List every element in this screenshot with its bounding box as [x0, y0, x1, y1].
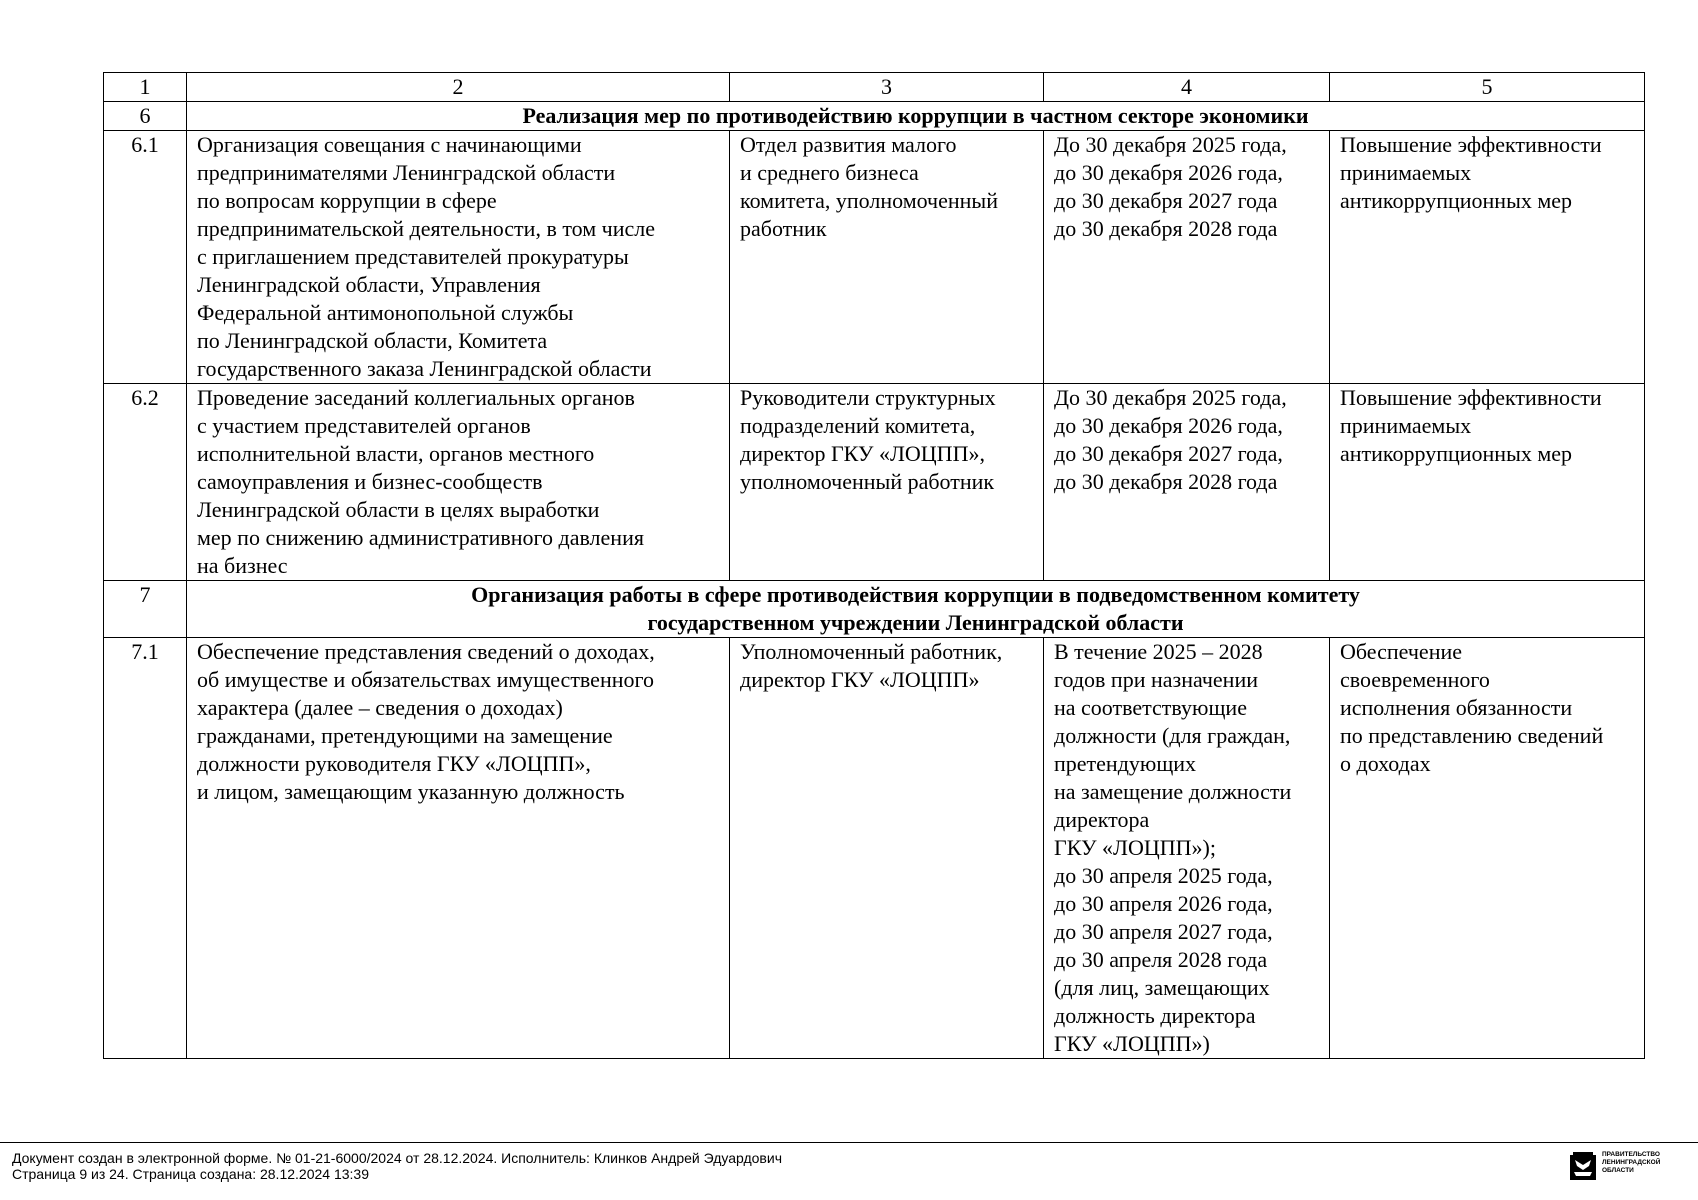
responsible-cell — [730, 384, 1044, 581]
measure-line: Проведение заседаний коллегиальных органов — [197, 385, 635, 410]
deadline-line: годов при назначении — [1054, 667, 1259, 692]
table-row — [104, 384, 1645, 581]
deadline-line: претендующих — [1054, 751, 1197, 776]
measure-line: Федеральной антимонопольной службы — [197, 300, 574, 325]
measures-table — [103, 72, 1645, 1059]
result-line: принимаемых — [1340, 160, 1472, 185]
deadline-line: ГКУ «ЛОЦПП») — [1054, 1031, 1210, 1056]
deadline-line: до 30 декабря 2027 года, — [1054, 441, 1283, 466]
measure-line: Ленинградской области, Управления — [197, 272, 541, 297]
measure-line: самоуправления и бизнес-сообществ — [197, 469, 543, 494]
row-number: 6.1 — [104, 131, 187, 384]
responsible-cell — [730, 638, 1044, 1059]
footer-document-info: Документ создан в электронной форме. № 01-21-6000/2024 от 28.12.2024. Исполнитель: Клинков Андрей Эдуардович — [12, 1150, 782, 1166]
section-title-line: Организация работы в сфере противодействия коррупции в подведомственном комитету — [471, 582, 1360, 607]
responsible-line: директор ГКУ «ЛОЦПП» — [740, 667, 980, 692]
responsible-line: комитета, уполномоченный — [740, 188, 998, 213]
table-row — [104, 131, 1645, 384]
deadline-line: до 30 апреля 2028 года — [1054, 947, 1268, 972]
deadline-line: до 30 декабря 2028 года — [1054, 469, 1278, 494]
deadline-cell — [1044, 638, 1330, 1059]
deadline-line: до 30 декабря 2027 года — [1054, 188, 1278, 213]
measure-line: с приглашением представителей прокуратуры — [197, 244, 629, 269]
measure-line: предпринимателями Ленинградской области — [197, 160, 616, 185]
deadline-line: директора — [1054, 807, 1150, 832]
footer-divider — [0, 1142, 1698, 1143]
deadline-line: должности (для граждан, — [1054, 723, 1291, 748]
responsible-line: Отдел развития малого — [740, 132, 957, 157]
coat-of-arms-icon — [1569, 1152, 1597, 1182]
deadline-line: до 30 апреля 2026 года, — [1054, 891, 1273, 916]
responsible-line: подразделений комитета, — [740, 413, 976, 438]
document-footer — [12, 1150, 782, 1182]
deadline-line: до 30 апреля 2025 года, — [1054, 863, 1273, 888]
result-line: принимаемых — [1340, 413, 1472, 438]
measure-line: предпринимательской деятельности, в том числе — [197, 216, 656, 241]
result-line: Обеспечение — [1340, 639, 1462, 664]
logo-caption-line: ПРАВИТЕЛЬСТВО — [1602, 1151, 1660, 1158]
measure-cell — [187, 384, 730, 581]
responsible-line: работник — [740, 216, 827, 241]
column-number: 5 — [1330, 73, 1645, 102]
deadline-line: (для лиц, замещающих — [1054, 975, 1270, 1000]
measure-cell — [187, 638, 730, 1059]
deadline-line: на замещение должности — [1054, 779, 1292, 804]
section-header-row — [104, 102, 1645, 131]
result-line: о доходах — [1340, 751, 1431, 776]
government-logo — [1569, 1150, 1689, 1186]
section-title — [187, 581, 1645, 638]
deadline-line: на соответствующие — [1054, 695, 1247, 720]
measure-line: Ленинградской области в целях выработки — [197, 497, 600, 522]
row-number: 7 — [104, 581, 187, 638]
measure-line: мер по снижению административного давления — [197, 525, 644, 550]
measure-line: исполнительной власти, органов местного — [197, 441, 595, 466]
deadline-cell — [1044, 131, 1330, 384]
logo-caption — [1602, 1151, 1660, 1175]
deadline-line: до 30 декабря 2026 года, — [1054, 413, 1283, 438]
measure-line: Обеспечение представления сведений о доходах, — [197, 639, 655, 664]
responsible-line: Уполномоченный работник, — [740, 639, 1003, 664]
responsible-cell — [730, 131, 1044, 384]
section-title-line: государственном учреждении Ленинградской области — [647, 610, 1184, 635]
row-number: 7.1 — [104, 638, 187, 1059]
logo-caption-line: ЛЕНИНГРАДСКОЙ — [1602, 1159, 1661, 1166]
deadline-line: До 30 декабря 2025 года, — [1054, 385, 1287, 410]
column-number: 3 — [730, 73, 1044, 102]
measure-line: должности руководителя ГКУ «ЛОЦПП», — [197, 751, 591, 776]
measure-line: по вопросам коррупции в сфере — [197, 188, 497, 213]
measure-line: Организация совещания с начинающими — [197, 132, 582, 157]
row-number: 6 — [104, 102, 187, 131]
column-number: 2 — [187, 73, 730, 102]
deadline-line: до 30 декабря 2026 года, — [1054, 160, 1283, 185]
deadline-line: До 30 декабря 2025 года, — [1054, 132, 1287, 157]
measure-line: на бизнес — [197, 553, 288, 578]
table-row — [104, 638, 1645, 1059]
result-cell — [1330, 384, 1645, 581]
result-line: антикоррупционных мер — [1340, 441, 1573, 466]
result-line: Повышение эффективности — [1340, 132, 1602, 157]
measure-line: характера (далее – сведения о доходах) — [197, 695, 563, 720]
result-line: своевременного — [1340, 667, 1490, 692]
deadline-line: ГКУ «ЛОЦПП»); — [1054, 835, 1216, 860]
deadline-line: до 30 декабря 2028 года — [1054, 216, 1278, 241]
column-number-row — [104, 73, 1645, 102]
column-number: 1 — [104, 73, 187, 102]
measure-line: по Ленинградской области, Комитета — [197, 328, 548, 353]
footer-page-info: Страница 9 из 24. Страница создана: 28.12.2024 13:39 — [12, 1166, 369, 1182]
measure-line: об имуществе и обязательствах имущественного — [197, 667, 654, 692]
result-cell — [1330, 131, 1645, 384]
responsible-line: директор ГКУ «ЛОЦПП», — [740, 441, 985, 466]
measure-line: гражданами, претендующими на замещение — [197, 723, 613, 748]
column-number: 4 — [1044, 73, 1330, 102]
responsible-line: Руководители структурных — [740, 385, 996, 410]
measure-cell — [187, 131, 730, 384]
measure-line: и лицом, замещающим указанную должность — [197, 779, 625, 804]
result-line: Повышение эффективности — [1340, 385, 1602, 410]
deadline-line: должность директора — [1054, 1003, 1256, 1028]
result-line: исполнения обязанности — [1340, 695, 1573, 720]
logo-caption-line: ОБЛАСТИ — [1602, 1167, 1634, 1174]
measure-line: государственного заказа Ленинградской области — [197, 356, 652, 381]
result-line: по представлению сведений — [1340, 723, 1604, 748]
deadline-cell — [1044, 384, 1330, 581]
section-title-line: Реализация мер по противодействию коррупции в частном секторе экономики — [522, 103, 1309, 128]
responsible-line: уполномоченный работник — [740, 469, 995, 494]
measure-line: с участием представителей органов — [197, 413, 531, 438]
table-body — [104, 73, 1645, 1059]
result-cell — [1330, 638, 1645, 1059]
row-number: 6.2 — [104, 384, 187, 581]
section-title — [187, 102, 1645, 131]
responsible-line: и среднего бизнеса — [740, 160, 919, 185]
section-header-row — [104, 581, 1645, 638]
deadline-line: В течение 2025 – 2028 — [1054, 639, 1263, 664]
deadline-line: до 30 апреля 2027 года, — [1054, 919, 1273, 944]
result-line: антикоррупционных мер — [1340, 188, 1573, 213]
